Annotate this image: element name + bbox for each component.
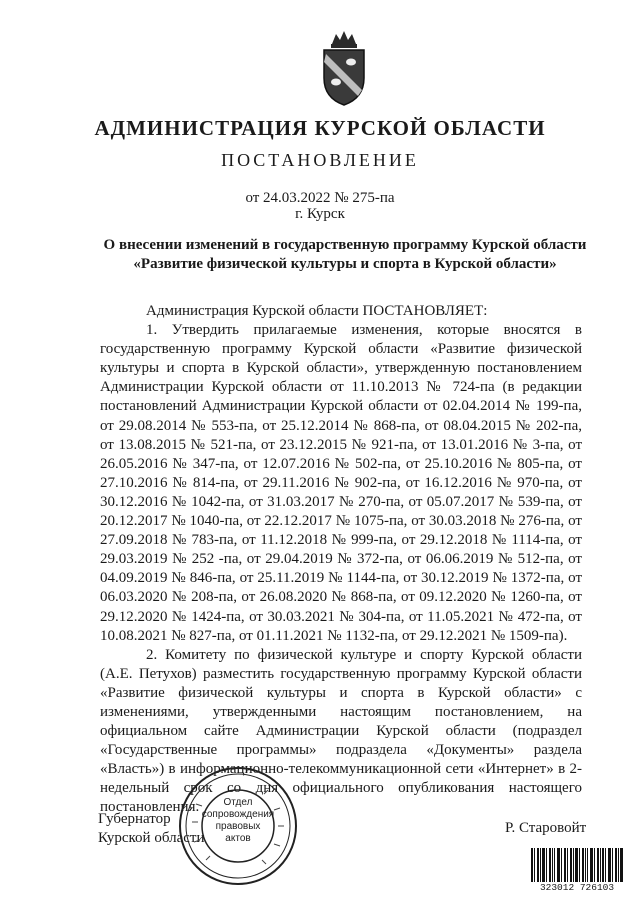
organization-title: АДМИНИСТРАЦИЯ КУРСКОЙ ОБЛАСТИ xyxy=(94,116,546,140)
barcode-icon xyxy=(531,848,623,882)
coat-of-arms-icon xyxy=(314,28,374,108)
decree-lead: Администрация Курской области ПОСТАНОВЛЯЕТ: xyxy=(146,303,488,319)
document-city: г. Курск xyxy=(295,206,345,222)
decree-item-2: 2. Комитету по физической культуре и спорту Курской области (А.Е. Петухов) разместить государственную программу Курской области «Развитие физической культуры и спорта в Курской области» с изменениями, утвержденными настоящим постановлением, на официальном сайте Администрации Курской области (подраздел «Государственные программы» подраздела «Документы» раздела «Власть») в информационно-телекоммуникационной сети «Интернет» в 2-недельный срок со дня официального опубликования настоящего постановления. xyxy=(100,646,582,816)
signatory-name: Р. Старовойт xyxy=(505,820,587,836)
document-date-number: от 24.03.2022 № 275-па xyxy=(245,190,395,206)
document-type: ПОСТАНОВЛЕНИЕ xyxy=(221,150,419,170)
signatory-title-line1: Губернатор xyxy=(98,811,171,827)
signatory-title-line2: Курской области xyxy=(98,830,205,846)
document-body xyxy=(100,302,582,818)
decree-item-1: 1. Утвердить прилагаемые изменения, которые вносятся в государственную программу Курской области «Развитие физической культуры и спорта в Курской области», утвержденную постановлением Администрации Курской области от 11.10.2013 № 724-па (в редакции постановлений Администрации Курской области от 02.04.2014 № 199-па, от 29.08.2014 № 553-па, от 25.12.2014 № 868-па, от 08.04.2015 № 202-па, от 13.08.2015 № 521-па, от 23.12.2015 № 921-па, от 13.01.2016 № 3-па, от 26.05.2016 № 347-па, от 12.07.2016 № 502-па, от 25.10.2016 № 805-па, от 27.10.2016 № 814-па, от 29.11.2016 № 902-па, от 16.12.2016 № 970-па, от 30.12.2016 № 1042-па, от 31.03.2017 № 270-па, от 05.07.2017 № 539-па, от 20.12.2017 № 1040-па, от 22.12.2017 № 1075-па, от 30.03.2018 № 276-па, от 27.09.2018 № 783-па, от 11.12.2018 № 999-па, от 29.12.2018 № 1114-па, от 29.03.2019 № 252 -па, от 29.04.2019 № 372-па, от 06.06.2019 № 512-па, от 04.09.2019 № 846-па, от 25.11.2019 № 1144-па, от 30.12.2019 № 1372-па, от 06.03.2020 № 208-па, от 26.08.2020 № 868-па, от 09.12.2020 № 1260-па, от 29.12.2020 № 1424-па, от 30.03.2021 № 304-па, от 11.05.2021 № 472-па, от 10.08.2021 № 827-па, от 01.11.2021 № 1132-па, от 29.12.2021 № 1509-па). xyxy=(100,322,582,644)
department-stamp xyxy=(176,764,300,888)
barcode-number: 323012 726103 xyxy=(539,882,615,893)
document-subject: О внесении изменений в государственную программу Курской области «Развитие физической культуры и спорта в Курской области» xyxy=(103,237,587,272)
stamp-text: Отдел сопровождения правовых актов xyxy=(201,797,275,844)
